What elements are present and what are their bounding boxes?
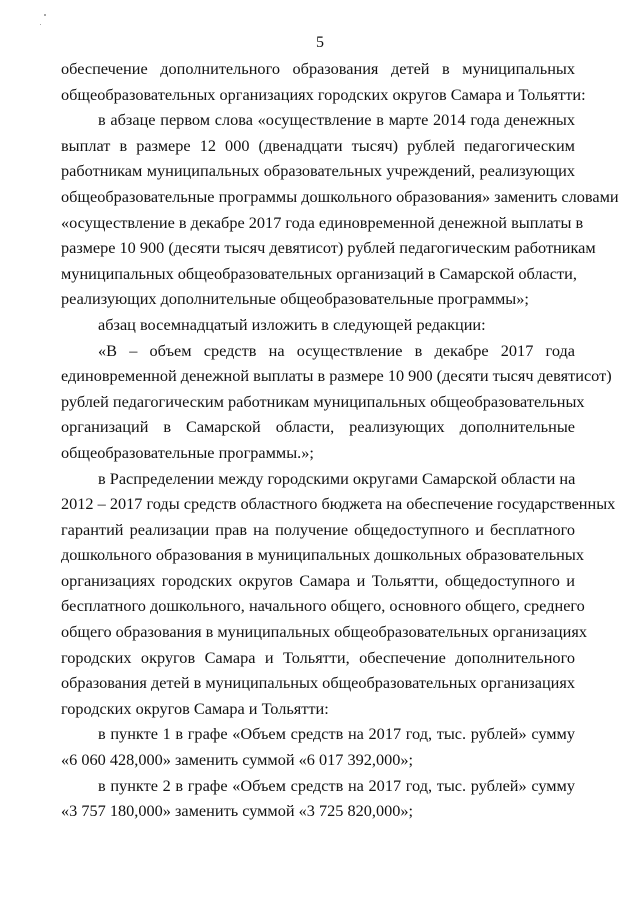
scan-speck	[40, 24, 41, 25]
text-line: работникам муниципальных образовательных учреждений, реализующих	[61, 161, 575, 181]
text-line: 2012 – 2017 годы средств областного бюджета на обеспечение государственных	[61, 494, 616, 514]
text-line: размере 10 900 (десяти тысяч девятисот) рублей педагогическим работникам	[61, 238, 596, 258]
document-body	[61, 56, 619, 824]
text-line: дошкольного образования в муниципальных дошкольных образовательных	[61, 545, 584, 565]
text-line: в пункте 1 в графе «Объем средств на 2017 год, тыс. рублей» сумму	[98, 724, 575, 744]
text-line: «осуществление в декабре 2017 года единовременной денежной выплаты в	[61, 212, 584, 232]
text-line: общего образования в муниципальных общеобразовательных организациях	[61, 622, 587, 642]
text-line: выплат в размере 12 000 (двенадцати тысяч) рублей педагогическим	[61, 135, 575, 155]
text-line: в пункте 2 в графе «Объем средств на 2017 год, тыс. рублей» сумму	[98, 775, 575, 795]
text-line: общеобразовательные программы.»;	[61, 442, 314, 462]
text-line: рублей педагогическим работникам муниципальных общеобразовательных	[61, 391, 585, 411]
text-line: обеспечение дополнительного образования детей в муниципальных	[61, 59, 575, 78]
text-line: организаций в Самарской области, реализующих дополнительные	[61, 417, 575, 437]
text-line: «3 757 180,000» заменить суммой «3 725 820,000»;	[61, 801, 414, 821]
text-line: в Распределении между городскими округами Самарской области на	[98, 468, 576, 488]
text-line: единовременной денежной выплаты в размере 10 900 (десяти тысяч девятисот)	[61, 366, 612, 386]
text-line: городских округов Самара и Тольятти, обеспечение дополнительного	[61, 647, 575, 667]
text-line: гарантий реализации прав на получение общедоступного и бесплатного	[61, 519, 575, 539]
text-line: общеобразовательные программы дошкольного образования» заменить словами	[61, 186, 619, 206]
text-line: «В – объем средств на осуществление в декабре 2017 года	[98, 340, 575, 360]
text-line: «6 060 428,000» заменить суммой «6 017 392,000»;	[61, 750, 414, 770]
text-line: муниципальных общеобразовательных организаций в Самарской области,	[61, 263, 577, 283]
text-line: в абзаце первом слова «осуществление в марте 2014 года денежных	[98, 110, 575, 130]
text-line: организациях городских округов Самара и Тольятти, общедоступного и	[61, 570, 575, 590]
text-line: городских округов Самара и Тольятти:	[61, 698, 329, 718]
text-line: абзац восемнадцатый изложить в следующей редакции:	[98, 314, 486, 334]
text-line: бесплатного дошкольного, начального общего, основного общего, среднего	[61, 596, 585, 616]
page-number: 5	[316, 34, 324, 51]
scan-speck	[44, 14, 46, 16]
text-line: общеобразовательных организациях городских округов Самара и Тольятти:	[61, 84, 586, 104]
text-line: образования детей в муниципальных общеобразовательных организациях	[61, 673, 575, 693]
text-line: реализующих дополнительные общеобразовательные программы»;	[61, 289, 529, 309]
